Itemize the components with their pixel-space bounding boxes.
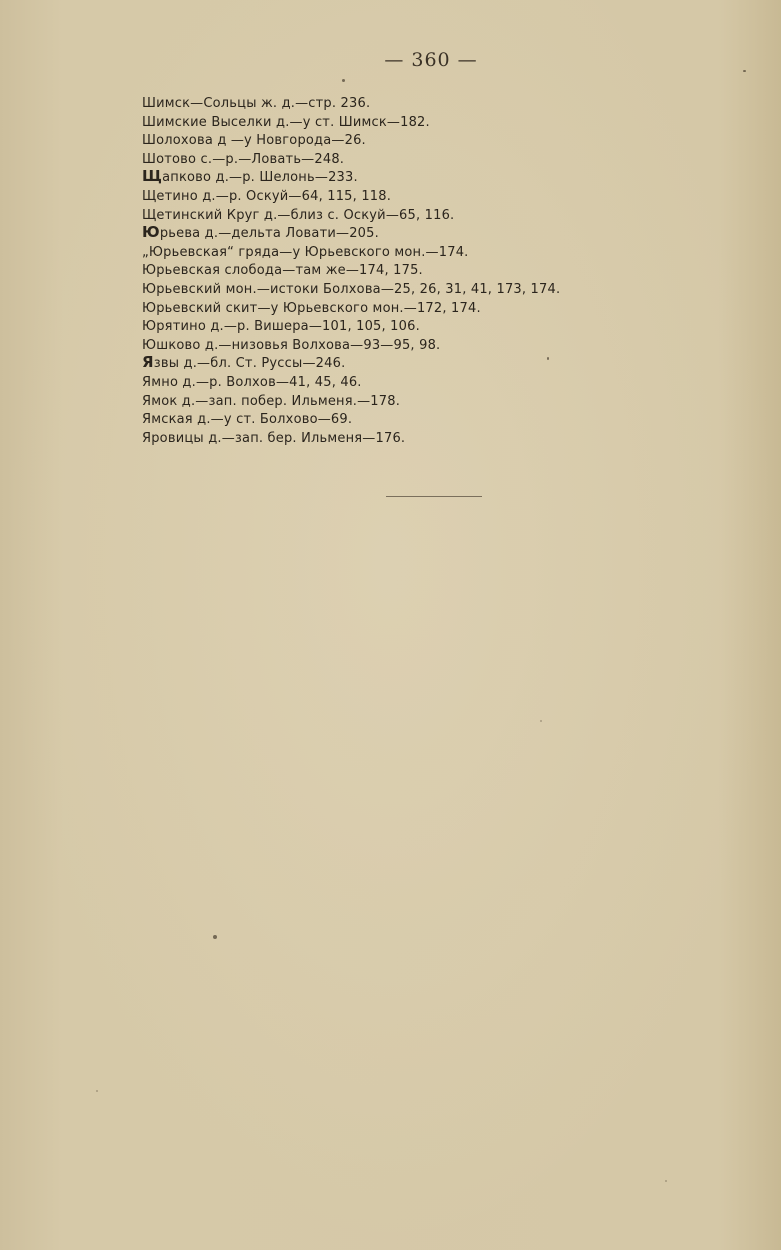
page-number: — 360 — — [384, 49, 478, 71]
entry-text: Ямно д.—р. Волхов—41, 45, 46. — [142, 374, 362, 390]
entry-text: Шимск—Сольцы ж. д.—стр. 236. — [142, 96, 371, 111]
index-entry — [142, 243, 560, 262]
entry-text: Юрятино д.—р. Вишера—101, 105, 106. — [142, 319, 420, 335]
index-entry — [142, 336, 560, 355]
index-entry — [142, 150, 560, 169]
entry-initial: Я — [142, 353, 154, 372]
index-entry — [142, 206, 560, 225]
entry-text: Юрьевская слобода—там же—174, 175. — [142, 263, 423, 279]
entry-text: Юрьевский скит—у Юрьевского мон.—172, 174. — [142, 300, 481, 316]
paper-speck — [540, 720, 542, 722]
index-entry — [142, 317, 560, 336]
index-entry — [142, 168, 560, 187]
paper-speck — [342, 79, 345, 82]
paper-speck — [96, 1090, 98, 1092]
entry-text: Щетино д.—р. Оскуй—64, 115, 118. — [142, 188, 392, 204]
entry-text: рьева д.—дельта Ловати—205. — [159, 226, 379, 242]
entry-text: Шотово с.—р.—Ловать—248. — [142, 151, 345, 167]
entry-text: Юшково д.—низовья Волхова—93—95, 98. — [142, 337, 441, 353]
index-entry — [142, 113, 560, 132]
paper-speck — [665, 1180, 667, 1182]
entry-text: Щетинский Круг д.—близ с. Оскуй—65, 116. — [142, 207, 455, 223]
index-entry — [142, 131, 560, 150]
entry-text: Шолохова д —у Новгорода—26. — [142, 133, 366, 149]
paper-speck — [213, 935, 217, 939]
entry-initial: Щ — [142, 167, 163, 186]
index-entry — [142, 187, 560, 206]
index-entry — [142, 224, 560, 243]
entry-text: Ямок д.—зап. побер. Ильменя.—178. — [142, 393, 401, 409]
index-entry — [142, 94, 560, 113]
entry-text: Ямская д.—у ст. Болхово—69. — [142, 412, 353, 428]
index-entry — [142, 299, 560, 318]
index-entry — [142, 410, 560, 429]
entry-initial: Ю — [142, 223, 160, 242]
section-divider — [386, 496, 482, 497]
index-entry — [142, 373, 560, 392]
index-entry — [142, 429, 560, 448]
entry-text: Шимские Выселки д.—у ст. Шимск—182. — [142, 114, 430, 130]
entry-text: Юрьевский мон.—истоки Болхова—25, 26, 31, 41, 173, 174. — [142, 281, 561, 297]
index-entry — [142, 354, 560, 373]
index-entry — [142, 280, 560, 299]
index-entry — [142, 261, 560, 280]
entry-text: „Юрьевская“ гряда—у Юрьевского мон.—174. — [142, 244, 469, 260]
entry-text: звы д.—бл. Ст. Руссы—246. — [153, 356, 346, 372]
entry-text: апково д.—р. Шелонь—233. — [162, 170, 358, 186]
entry-text: Яровицы д.—зап. бер. Ильменя—176. — [142, 430, 406, 446]
index-entries — [142, 94, 560, 447]
index-entry — [142, 392, 560, 411]
